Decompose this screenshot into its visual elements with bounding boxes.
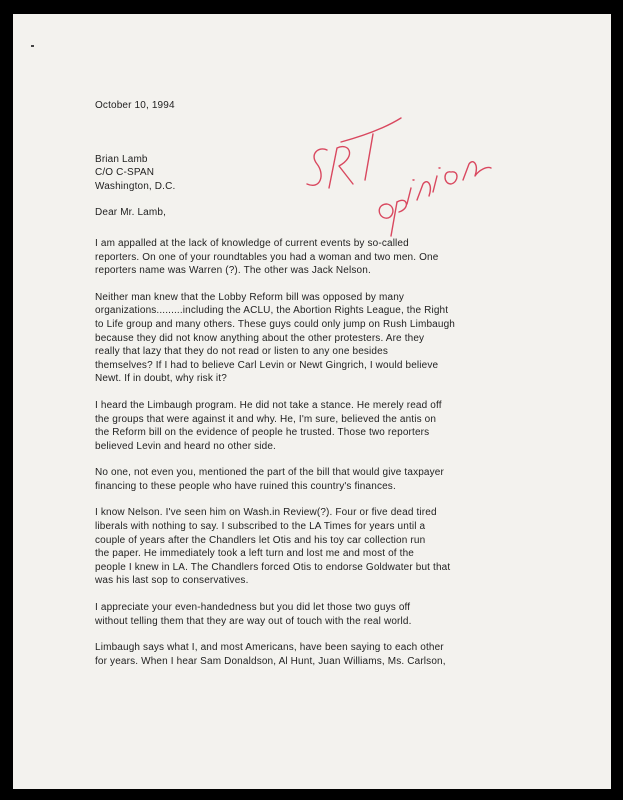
paragraph: [95, 399, 555, 453]
text-line: because they did not know anything about the other protesters. Are they: [95, 332, 425, 344]
text-line: couple of years after the Chandlers let Otis and his toy car collection run: [95, 534, 426, 546]
address-line: C/O C-SPAN: [95, 167, 155, 179]
text-line: reporters name was Warren (?). The other was Jack Nelson.: [95, 265, 371, 277]
text-line: Limbaugh says what I, and most Americans, have been saying to each other: [95, 642, 444, 654]
text-line: without telling them that they are way out of touch with the real world.: [95, 615, 412, 627]
text-line: people I knew in LA. The Chandlers forced Otis to endorse Goldwater but that: [95, 561, 451, 573]
text-line: the groups that were against it and why. He, I'm sure, believed the antis on: [95, 413, 437, 425]
text-line: to Life group and many others. These guys could only jump on Rush Limbaugh: [95, 318, 456, 330]
paragraph: [95, 291, 555, 386]
handwritten-annotation: [293, 106, 503, 241]
text-line: was his last sop to conservatives.: [95, 575, 249, 587]
text-line: the Reform bill on the evidence of people he trusted. Those two reporters: [95, 427, 430, 439]
paragraph: [95, 237, 555, 278]
text-line: liberals with nothing to say. I subscribed to the LA Times for years until a: [95, 521, 426, 533]
text-line: reporters. On one of your roundtables you had a woman and two men. One: [95, 251, 439, 263]
paper-mark: [31, 45, 34, 47]
paragraph: [95, 506, 555, 588]
address-line: Brian Lamb: [95, 153, 148, 165]
text-line: I appreciate your even-handedness but you did let those two guys off: [95, 602, 411, 614]
paragraph: [95, 641, 555, 668]
paragraph: [95, 466, 555, 493]
text-line: really that lazy that they do not read or listen to any one besides: [95, 346, 388, 358]
text-line: the paper. He immediately took a left turn and lost me and most of the: [95, 548, 415, 560]
letter-date: October 10, 1994: [95, 100, 175, 111]
text-line: for years. When I hear Sam Donaldson, Al Hunt, Juan Williams, Ms. Carlson,: [95, 655, 446, 667]
salutation: Dear Mr. Lamb,: [95, 207, 167, 219]
text-line: I am appalled at the lack of knowledge of current events by so-called: [95, 237, 409, 249]
text-line: Newt. If in doubt, why risk it?: [95, 373, 227, 385]
text-line: themselves? If I had to believe Carl Levin or Newt Gingrich, I would believe: [95, 359, 439, 371]
text-line: believed Levin and heard no other side.: [95, 440, 276, 452]
text-line: No one, not even you, mentioned the part of the bill that would give taxpayer: [95, 467, 444, 479]
text-line: I know Nelson. I've seen him on Wash.in Review(?). Four or five dead tired: [95, 507, 437, 519]
address-line: Washington, D.C.: [95, 180, 176, 192]
text-line: financing to these people who have ruined this country's finances.: [95, 480, 396, 492]
letter-page: [13, 14, 611, 789]
text-line: organizations.........including the ACLU, the Abortion Rights League, the Right: [95, 305, 449, 317]
text-line: I heard the Limbaugh program. He did not take a stance. He merely read off: [95, 399, 442, 411]
text-line: Neither man knew that the Lobby Reform bill was opposed by many: [95, 291, 405, 303]
paragraph: [95, 601, 555, 628]
